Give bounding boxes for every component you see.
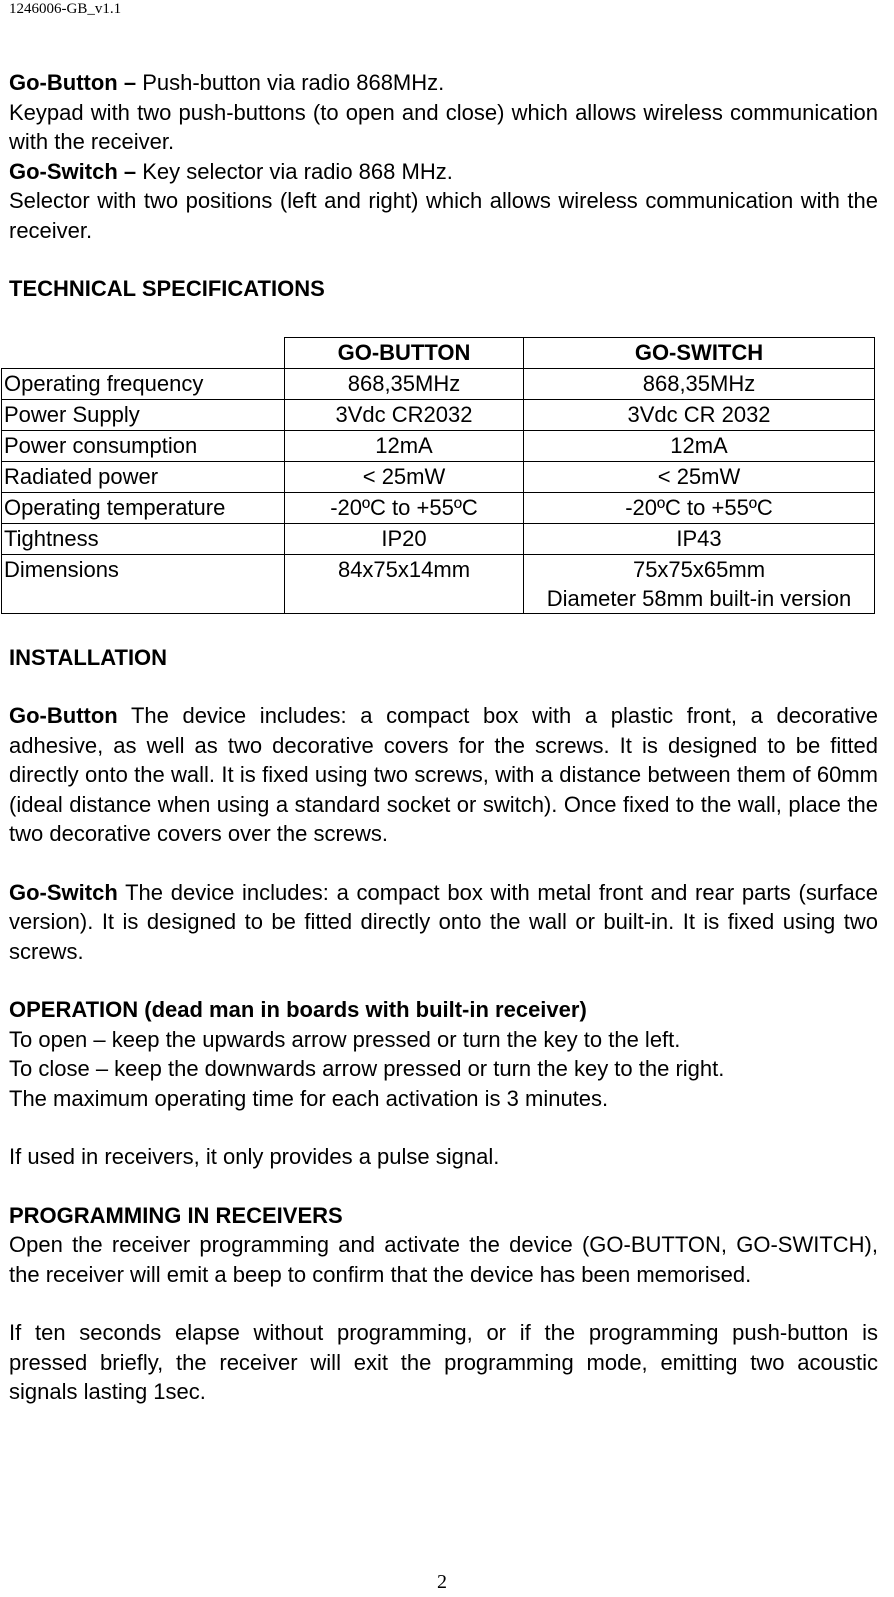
spec-table	[1, 337, 875, 614]
go-switch-intro	[9, 157, 878, 187]
tech-specs-heading: TECHNICAL SPECIFICATIONS	[9, 276, 325, 301]
programming-para2: If ten seconds elapse without programming, or if the programming push-button is pressed briefly, the receiver will exit the programming mode, emitting two acoustic signals lasting 1sec.	[9, 1320, 878, 1404]
spec-row	[2, 368, 875, 399]
pulse-note: If used in receivers, it only provides a pulse signal.	[9, 1144, 500, 1169]
spec-label: Operating temperature	[2, 492, 285, 523]
spec-go-switch-value: -20ºC to +55ºC	[524, 492, 875, 523]
spec-table-header	[2, 337, 875, 368]
operation-line: To open – keep the upwards arrow pressed or turn the key to the left.	[9, 1026, 681, 1052]
go-switch-title: Key selector via radio 868 MHz.	[136, 158, 453, 184]
go-switch-label: Go-Switch –	[9, 158, 137, 184]
spec-label: Tightness	[2, 523, 285, 554]
spec-go-switch-value	[524, 554, 875, 613]
go-button-title: Push-button via radio 868MHz.	[136, 70, 445, 95]
spec-go-switch-value: 12mA	[524, 430, 875, 461]
programming-para1: Open the receiver programming and activate the device (GO-BUTTON, GO-SWITCH), the receiver will emit a beep to confirm that the device has been memorised.	[9, 1232, 878, 1287]
spec-row	[2, 399, 875, 430]
page-number: 2	[437, 1571, 447, 1593]
spec-go-button-value: < 25mW	[285, 461, 524, 492]
operation-line: To close – keep the downwards arrow pressed or turn the key to the right.	[9, 1056, 725, 1081]
spec-go-button-value: 84x75x14mm	[285, 554, 524, 613]
installation-go-button	[9, 701, 878, 849]
page-content	[4, 68, 878, 1407]
spec-go-switch-value: < 25mW	[524, 461, 875, 492]
installation-go-switch	[9, 878, 878, 967]
installation-heading: INSTALLATION	[9, 644, 168, 670]
go-button-label: Go-Button –	[9, 70, 137, 95]
spec-go-switch-value: 868,35MHz	[524, 368, 875, 399]
dimensions-line1: 75x75x65mm	[632, 556, 766, 582]
spec-label: Radiated power	[2, 461, 285, 492]
spec-header-blank	[2, 337, 285, 368]
installation-go-switch-text: The device includes: a compact box with metal front and rear parts (surface version). It is designed to be fitted directly onto the wall or built-in. It is fixed using two screws.	[9, 879, 878, 964]
spec-go-button-value: -20ºC to +55ºC	[285, 492, 524, 523]
programming-heading: PROGRAMMING IN RECEIVERS	[9, 1202, 343, 1228]
spec-header-go-button: GO-BUTTON	[285, 337, 524, 368]
installation-go-button-label: Go-Button	[9, 703, 118, 728]
operation-line: The maximum operating time for each activation is 3 minutes.	[9, 1085, 609, 1111]
operation-heading: OPERATION (dead man in boards with built-in receiver)	[9, 997, 587, 1022]
spec-go-switch-value: IP43	[524, 523, 875, 554]
installation-go-button-text: The device includes: a compact box with a plastic front, a decorative adhesive, as well as two decorative covers for the screws. It is designed to be fitted directly onto the wall. It is fixed using two screws, with a distance between them of 60mm (ideal distance when using a standard socket or switch). Once fixed to the wall, place the two decorative covers over the screws.	[9, 703, 878, 846]
installation-go-switch-label: Go-Switch	[9, 879, 118, 905]
go-switch-description: Selector with two positions (left and right) which allows wireless communication with the receiver.	[9, 188, 878, 243]
spec-row	[2, 430, 875, 461]
spec-label: Power consumption	[2, 430, 285, 461]
go-button-intro	[9, 68, 878, 98]
spec-label: Operating frequency	[2, 368, 285, 399]
spec-go-button-value: 12mA	[285, 430, 524, 461]
dimensions-line2: Diameter 58mm built-in version	[546, 585, 852, 611]
spec-row	[2, 523, 875, 554]
spec-go-button-value: 868,35MHz	[285, 368, 524, 399]
spec-row	[2, 492, 875, 523]
spec-row	[2, 461, 875, 492]
spec-label: Dimensions	[2, 554, 285, 613]
spec-go-button-value: 3Vdc CR2032	[285, 399, 524, 430]
spec-go-button-value: IP20	[285, 523, 524, 554]
spec-header-go-switch: GO-SWITCH	[524, 337, 875, 368]
spec-go-switch-value: 3Vdc CR 2032	[524, 399, 875, 430]
spec-row-dimensions	[2, 554, 875, 613]
spec-label: Power Supply	[2, 399, 285, 430]
go-button-description: Keypad with two push-buttons (to open and close) which allows wireless communication with the receiver.	[9, 99, 878, 154]
document-code: 1246006-GB_v1.1	[9, 1, 122, 17]
